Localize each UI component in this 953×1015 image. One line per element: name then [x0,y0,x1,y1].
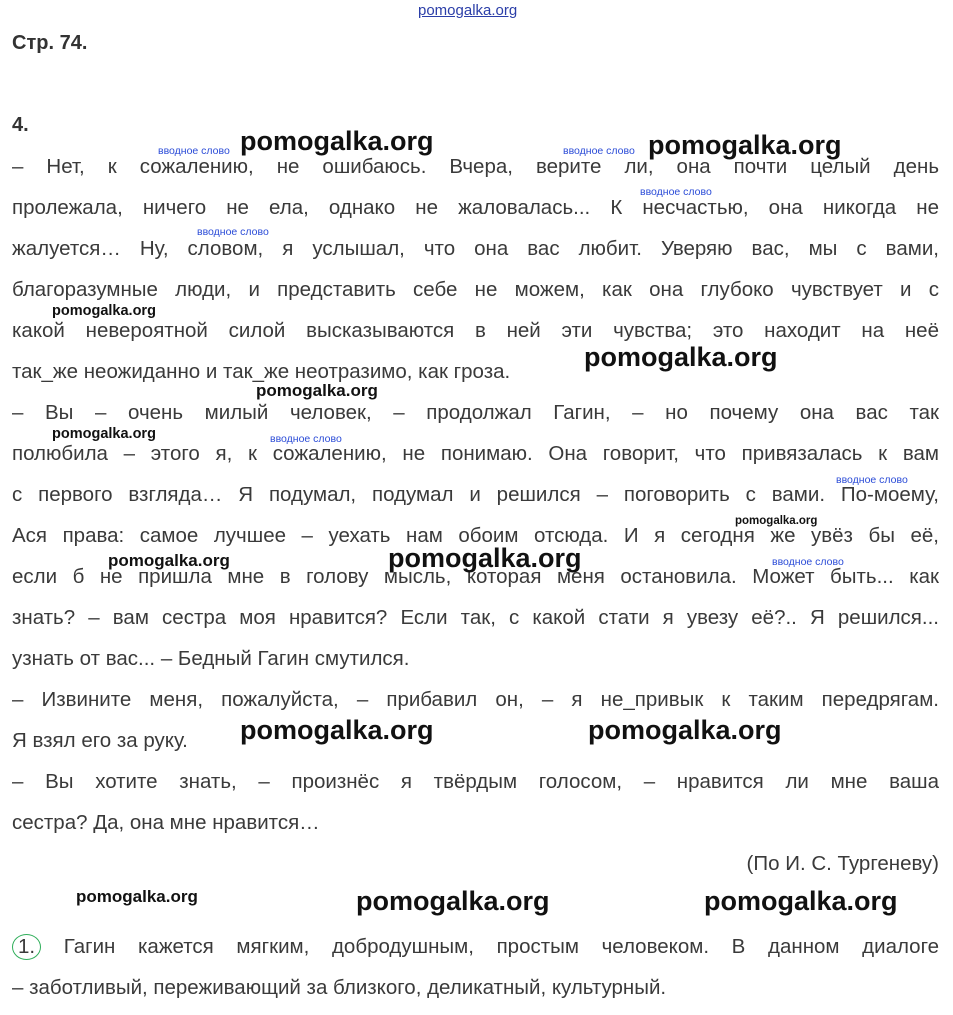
annotation-note: вводное слово [197,226,269,238]
watermark: pomogalka.org [648,130,842,160]
annotation-note: вводное слово [772,556,844,568]
text-line: – Вы хотите знать, – произнёс я твёрдым голосом, – нравится ли мне ваша [12,770,939,793]
annotation-note: вводное слово [563,145,635,157]
annotation-note: вводное слово [270,433,342,445]
text-line: если б не пришла мне в голову мысль, которая меня остановила. Может быть... как [12,565,939,588]
watermark: pomogalka.org [704,886,898,916]
watermark: pomogalka.org [52,303,156,319]
attribution: (По И. С. Тургеневу) [746,852,939,875]
text-line: знать? – вам сестра моя нравится? Если так, с какой стати я увезу её?.. Я решился... [12,606,939,629]
task-number: 4. [12,114,29,136]
watermark: pomogalka.org [588,715,782,745]
page-label: Стр. 74. [12,32,88,54]
watermark: pomogalka.org [240,126,434,156]
watermark: pomogalka.org [735,515,818,527]
watermark: pomogalka.org [388,543,582,573]
text-line: какой невероятной силой высказываются в ней эти чувства; это находит на неё [12,319,939,342]
watermark: pomogalka.org [52,426,156,442]
text-line: – Нет, к сожалению, не ошибаюсь. Вчера, верите ли, она почти целый день [12,155,939,178]
text-line: жалуется… Ну, словом, я услышал, что она вас любит. Уверяю вас, мы с вами, [12,237,939,260]
text-line: полюбила – этого я, к сожалению, не понимаю. Она говорит, что привязалась к вам [12,442,939,465]
answer-text: Гагин кажется мягким, добродушным, простым человеком. В данном диалоге [63,935,939,958]
watermark: pomogalka.org [240,715,434,745]
watermark: pomogalka.org [584,342,778,372]
text-line: узнать от вас... – Бедный Гагин смутился. [12,647,410,670]
answer-line [12,933,939,961]
watermark: pomogalka.org [256,381,378,400]
text-line: с первого взгляда… Я подумал, подумал и решился – поговорить с вами. По-моему, [12,483,939,506]
text-line: пролежала, ничего не ела, однако не жаловалась... К несчастью, она никогда не [12,196,939,219]
answer-number: 1. [12,934,41,960]
answer-line: – заботливый, переживающий за близкого, деликатный, культурный. [12,976,667,999]
annotation-note: вводное слово [158,145,230,157]
watermark: pomogalka.org [356,886,550,916]
text-line: сестра? Да, она мне нравится… [12,811,320,834]
text-line: – Вы – очень милый человек, – продолжал Гагин, – но почему она вас так [12,401,939,424]
text-line: благоразумные люди, и представить себе не можем, как она глубоко чувствует и с [12,278,939,301]
header-site-link[interactable]: pomogalka.org [418,2,518,19]
watermark: pomogalka.org [76,887,198,906]
text-line: так_же неожиданно и так_же неотразимо, как гроза. [12,360,511,383]
annotation-note: вводное слово [640,186,712,198]
text-line: – Извините меня, пожалуйста, – прибавил он, – я не_привык к таким передрягам. [12,688,939,711]
text-line: Ася права: самое лучшее – уехать нам обоим отсюда. И я сегодня же увёз бы её, [12,524,939,547]
text-line: Я взял его за руку. [12,729,188,752]
watermark: pomogalka.org [108,551,230,570]
annotation-note: вводное слово [836,474,908,486]
